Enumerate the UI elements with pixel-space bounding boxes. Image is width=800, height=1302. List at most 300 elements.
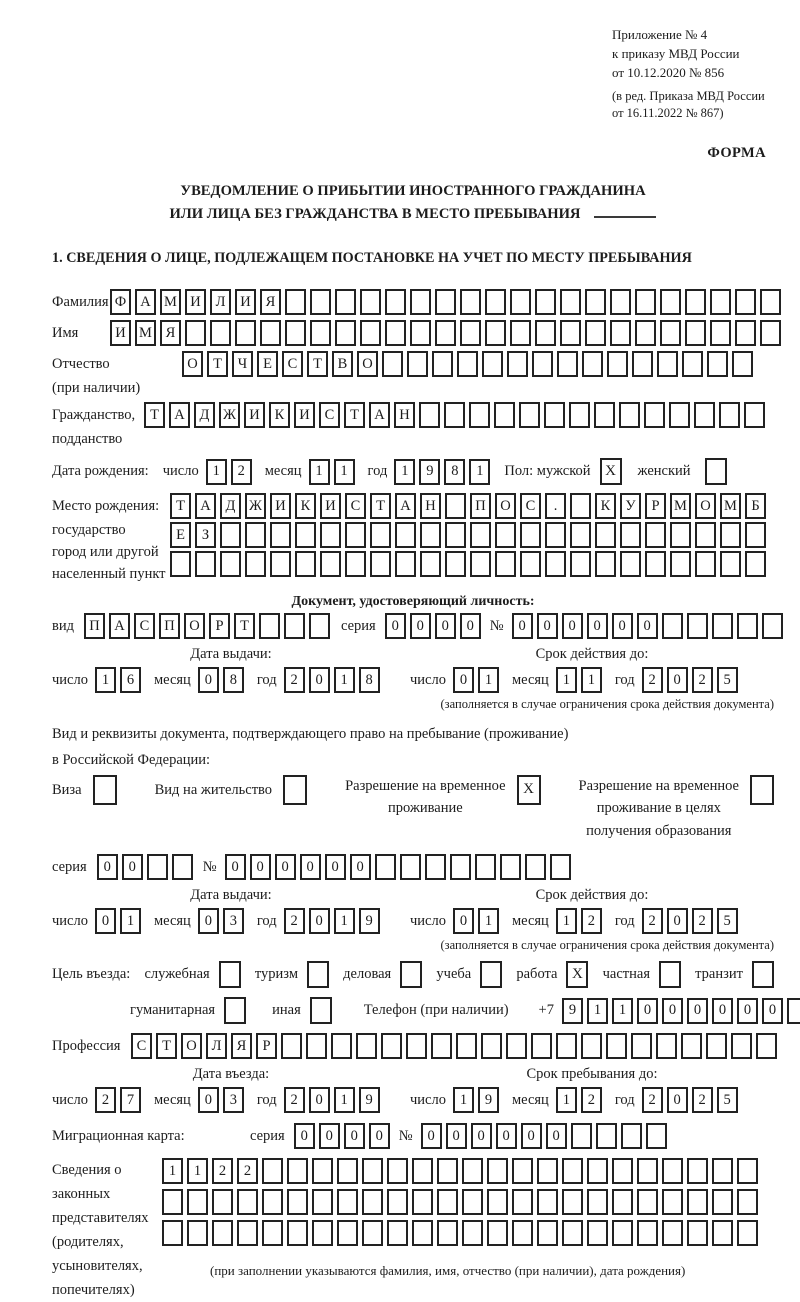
char-cell[interactable]: 0	[300, 854, 321, 880]
char-cell[interactable]: У	[620, 493, 641, 519]
char-cell[interactable]: 0	[294, 1123, 315, 1149]
char-cell[interactable]	[670, 551, 691, 577]
char-cell[interactable]: Т	[370, 493, 391, 519]
char-cell[interactable]	[557, 351, 578, 377]
char-cell[interactable]	[662, 613, 683, 639]
char-cell[interactable]	[320, 522, 341, 548]
char-cell[interactable]	[312, 1220, 333, 1246]
char-cell[interactable]	[596, 1123, 617, 1149]
char-cell[interactable]: 1	[95, 667, 116, 693]
char-cell[interactable]: 1	[309, 459, 330, 485]
char-cell[interactable]: 2	[284, 1087, 305, 1113]
char-cell[interactable]: 2	[581, 1087, 602, 1113]
char-cell[interactable]	[550, 854, 571, 880]
char-cell[interactable]	[694, 402, 715, 428]
char-cell[interactable]	[520, 551, 541, 577]
char-cell[interactable]	[720, 522, 741, 548]
char-cell[interactable]	[582, 351, 603, 377]
char-cell[interactable]: 3	[223, 1087, 244, 1113]
char-cell[interactable]: 1	[334, 908, 355, 934]
char-cell[interactable]	[285, 289, 306, 315]
char-cell[interactable]: Н	[394, 402, 415, 428]
char-cell[interactable]	[537, 1189, 558, 1215]
char-cell[interactable]: 0	[325, 854, 346, 880]
char-cell[interactable]	[462, 1189, 483, 1215]
char-cell[interactable]	[756, 1033, 777, 1059]
char-cell[interactable]: Т	[170, 493, 191, 519]
char-cell[interactable]	[695, 551, 716, 577]
char-cell[interactable]	[281, 1033, 302, 1059]
temp-residence-edu-checkbox[interactable]	[750, 775, 774, 805]
char-cell[interactable]	[482, 351, 503, 377]
char-cell[interactable]: 0	[612, 613, 633, 639]
char-cell[interactable]	[407, 351, 428, 377]
char-cell[interactable]: Т	[234, 613, 255, 639]
char-cell[interactable]	[485, 289, 506, 315]
purpose-work-checkbox[interactable]: X	[566, 961, 588, 988]
char-cell[interactable]	[760, 320, 781, 346]
char-cell[interactable]	[545, 551, 566, 577]
char-cell[interactable]	[560, 320, 581, 346]
char-cell[interactable]: 0	[662, 998, 683, 1024]
char-cell[interactable]	[687, 1220, 708, 1246]
char-cell[interactable]	[512, 1220, 533, 1246]
char-cell[interactable]: 0	[319, 1123, 340, 1149]
char-cell[interactable]: 1	[556, 908, 577, 934]
char-cell[interactable]: 0	[546, 1123, 567, 1149]
char-cell[interactable]	[470, 551, 491, 577]
char-cell[interactable]: Ж	[219, 402, 240, 428]
char-cell[interactable]	[644, 402, 665, 428]
char-cell[interactable]	[735, 320, 756, 346]
char-cell[interactable]	[731, 1033, 752, 1059]
char-cell[interactable]: 2	[581, 908, 602, 934]
char-cell[interactable]	[162, 1220, 183, 1246]
char-cell[interactable]	[312, 1158, 333, 1184]
char-cell[interactable]	[487, 1158, 508, 1184]
char-cell[interactable]	[220, 522, 241, 548]
char-cell[interactable]	[619, 402, 640, 428]
temp-residence-checkbox[interactable]: X	[517, 775, 541, 805]
char-cell[interactable]	[500, 854, 521, 880]
char-cell[interactable]: 6	[120, 667, 141, 693]
char-cell[interactable]: 7	[120, 1087, 141, 1113]
char-cell[interactable]	[270, 551, 291, 577]
char-cell[interactable]: Р	[256, 1033, 277, 1059]
char-cell[interactable]	[657, 351, 678, 377]
char-cell[interactable]: 5	[717, 908, 738, 934]
char-cell[interactable]: 2	[231, 459, 252, 485]
char-cell[interactable]: 2	[212, 1158, 233, 1184]
char-cell[interactable]: И	[244, 402, 265, 428]
char-cell[interactable]	[260, 320, 281, 346]
char-cell[interactable]	[632, 351, 653, 377]
char-cell[interactable]	[560, 289, 581, 315]
char-cell[interactable]: И	[320, 493, 341, 519]
char-cell[interactable]	[635, 289, 656, 315]
char-cell[interactable]: В	[332, 351, 353, 377]
char-cell[interactable]	[607, 351, 628, 377]
char-cell[interactable]	[210, 320, 231, 346]
char-cell[interactable]	[656, 1033, 677, 1059]
char-cell[interactable]	[431, 1033, 452, 1059]
char-cell[interactable]	[669, 402, 690, 428]
char-cell[interactable]: Ч	[232, 351, 253, 377]
char-cell[interactable]: О	[182, 351, 203, 377]
char-cell[interactable]: С	[520, 493, 541, 519]
char-cell[interactable]	[235, 320, 256, 346]
visa-checkbox[interactable]	[93, 775, 117, 805]
char-cell[interactable]	[612, 1189, 633, 1215]
char-cell[interactable]	[646, 1123, 667, 1149]
char-cell[interactable]: 0	[537, 613, 558, 639]
char-cell[interactable]: 0	[521, 1123, 542, 1149]
char-cell[interactable]: Р	[209, 613, 230, 639]
char-cell[interactable]	[435, 289, 456, 315]
char-cell[interactable]: 0	[198, 908, 219, 934]
char-cell[interactable]	[195, 551, 216, 577]
char-cell[interactable]: И	[235, 289, 256, 315]
char-cell[interactable]	[437, 1158, 458, 1184]
char-cell[interactable]	[635, 320, 656, 346]
char-cell[interactable]: 0	[637, 998, 658, 1024]
char-cell[interactable]	[381, 1033, 402, 1059]
char-cell[interactable]: 0	[667, 1087, 688, 1113]
char-cell[interactable]	[595, 522, 616, 548]
char-cell[interactable]: А	[109, 613, 130, 639]
char-cell[interactable]: 0	[562, 613, 583, 639]
char-cell[interactable]	[362, 1158, 383, 1184]
char-cell[interactable]: М	[135, 320, 156, 346]
char-cell[interactable]: Т	[144, 402, 165, 428]
char-cell[interactable]	[662, 1220, 683, 1246]
char-cell[interactable]	[606, 1033, 627, 1059]
char-cell[interactable]	[531, 1033, 552, 1059]
char-cell[interactable]	[172, 854, 193, 880]
char-cell[interactable]: К	[295, 493, 316, 519]
char-cell[interactable]: 1	[453, 1087, 474, 1113]
char-cell[interactable]	[420, 522, 441, 548]
char-cell[interactable]: 0	[309, 908, 330, 934]
char-cell[interactable]	[395, 522, 416, 548]
char-cell[interactable]	[287, 1189, 308, 1215]
char-cell[interactable]	[745, 522, 766, 548]
char-cell[interactable]	[712, 613, 733, 639]
char-cell[interactable]: 0	[350, 854, 371, 880]
char-cell[interactable]	[569, 402, 590, 428]
char-cell[interactable]: О	[357, 351, 378, 377]
char-cell[interactable]	[570, 522, 591, 548]
char-cell[interactable]: 0	[122, 854, 143, 880]
char-cell[interactable]	[737, 613, 758, 639]
char-cell[interactable]: 1	[334, 1087, 355, 1113]
char-cell[interactable]	[710, 320, 731, 346]
char-cell[interactable]	[385, 289, 406, 315]
char-cell[interactable]: 0	[587, 613, 608, 639]
char-cell[interactable]: 0	[435, 613, 456, 639]
char-cell[interactable]: Е	[257, 351, 278, 377]
char-cell[interactable]: 9	[419, 459, 440, 485]
char-cell[interactable]	[245, 522, 266, 548]
char-cell[interactable]: О	[495, 493, 516, 519]
char-cell[interactable]: 0	[421, 1123, 442, 1149]
char-cell[interactable]	[595, 551, 616, 577]
char-cell[interactable]: К	[595, 493, 616, 519]
char-cell[interactable]	[535, 289, 556, 315]
char-cell[interactable]: 1	[120, 908, 141, 934]
char-cell[interactable]: И	[294, 402, 315, 428]
char-cell[interactable]: 2	[642, 1087, 663, 1113]
gender-female-checkbox[interactable]	[705, 458, 727, 485]
char-cell[interactable]	[585, 320, 606, 346]
char-cell[interactable]	[706, 1033, 727, 1059]
char-cell[interactable]	[485, 320, 506, 346]
char-cell[interactable]	[370, 551, 391, 577]
char-cell[interactable]	[262, 1189, 283, 1215]
char-cell[interactable]: С	[134, 613, 155, 639]
char-cell[interactable]	[585, 289, 606, 315]
char-cell[interactable]: 1	[187, 1158, 208, 1184]
char-cell[interactable]	[645, 551, 666, 577]
char-cell[interactable]	[545, 522, 566, 548]
char-cell[interactable]	[535, 320, 556, 346]
char-cell[interactable]: Т	[207, 351, 228, 377]
char-cell[interactable]: 5	[717, 1087, 738, 1113]
char-cell[interactable]	[581, 1033, 602, 1059]
char-cell[interactable]	[337, 1158, 358, 1184]
char-cell[interactable]	[487, 1189, 508, 1215]
purpose-official-checkbox[interactable]	[219, 961, 241, 988]
purpose-study-checkbox[interactable]	[480, 961, 502, 988]
char-cell[interactable]	[685, 320, 706, 346]
char-cell[interactable]	[445, 551, 466, 577]
char-cell[interactable]	[787, 998, 800, 1024]
char-cell[interactable]: А	[195, 493, 216, 519]
char-cell[interactable]: 5	[717, 667, 738, 693]
char-cell[interactable]: 1	[478, 667, 499, 693]
char-cell[interactable]	[362, 1220, 383, 1246]
char-cell[interactable]	[309, 613, 330, 639]
char-cell[interactable]	[510, 320, 531, 346]
char-cell[interactable]	[735, 289, 756, 315]
char-cell[interactable]: 1	[478, 908, 499, 934]
char-cell[interactable]: 0	[737, 998, 758, 1024]
char-cell[interactable]: 0	[198, 1087, 219, 1113]
char-cell[interactable]	[760, 289, 781, 315]
char-cell[interactable]	[387, 1189, 408, 1215]
char-cell[interactable]	[331, 1033, 352, 1059]
char-cell[interactable]	[185, 320, 206, 346]
char-cell[interactable]	[570, 493, 591, 519]
char-cell[interactable]	[510, 289, 531, 315]
char-cell[interactable]	[337, 1189, 358, 1215]
char-cell[interactable]	[570, 551, 591, 577]
char-cell[interactable]: З	[195, 522, 216, 548]
char-cell[interactable]	[732, 351, 753, 377]
char-cell[interactable]: 0	[496, 1123, 517, 1149]
char-cell[interactable]	[212, 1220, 233, 1246]
char-cell[interactable]	[519, 402, 540, 428]
char-cell[interactable]	[475, 854, 496, 880]
char-cell[interactable]	[445, 493, 466, 519]
char-cell[interactable]	[412, 1220, 433, 1246]
char-cell[interactable]	[631, 1033, 652, 1059]
char-cell[interactable]: Я	[231, 1033, 252, 1059]
char-cell[interactable]	[462, 1158, 483, 1184]
char-cell[interactable]	[720, 551, 741, 577]
char-cell[interactable]	[387, 1158, 408, 1184]
char-cell[interactable]	[187, 1189, 208, 1215]
char-cell[interactable]: 0	[97, 854, 118, 880]
char-cell[interactable]: 9	[359, 908, 380, 934]
char-cell[interactable]	[412, 1189, 433, 1215]
char-cell[interactable]: Я	[160, 320, 181, 346]
char-cell[interactable]	[695, 522, 716, 548]
char-cell[interactable]	[537, 1158, 558, 1184]
char-cell[interactable]	[295, 551, 316, 577]
char-cell[interactable]: 8	[223, 667, 244, 693]
char-cell[interactable]	[507, 351, 528, 377]
char-cell[interactable]: С	[282, 351, 303, 377]
char-cell[interactable]	[495, 522, 516, 548]
char-cell[interactable]	[385, 320, 406, 346]
char-cell[interactable]: 0	[667, 667, 688, 693]
char-cell[interactable]	[620, 551, 641, 577]
char-cell[interactable]	[419, 402, 440, 428]
char-cell[interactable]	[320, 551, 341, 577]
char-cell[interactable]	[470, 522, 491, 548]
char-cell[interactable]	[612, 1220, 633, 1246]
char-cell[interactable]: Д	[220, 493, 241, 519]
char-cell[interactable]: 1	[334, 459, 355, 485]
char-cell[interactable]	[370, 522, 391, 548]
char-cell[interactable]	[556, 1033, 577, 1059]
char-cell[interactable]: П	[159, 613, 180, 639]
char-cell[interactable]: С	[319, 402, 340, 428]
char-cell[interactable]: О	[184, 613, 205, 639]
char-cell[interactable]	[712, 1158, 733, 1184]
char-cell[interactable]	[287, 1158, 308, 1184]
char-cell[interactable]: 8	[444, 459, 465, 485]
char-cell[interactable]	[587, 1158, 608, 1184]
char-cell[interactable]: 2	[642, 908, 663, 934]
char-cell[interactable]	[170, 551, 191, 577]
char-cell[interactable]	[745, 551, 766, 577]
char-cell[interactable]	[457, 351, 478, 377]
char-cell[interactable]: 0	[460, 613, 481, 639]
char-cell[interactable]	[295, 522, 316, 548]
char-cell[interactable]	[544, 402, 565, 428]
char-cell[interactable]: Д	[194, 402, 215, 428]
char-cell[interactable]: А	[395, 493, 416, 519]
char-cell[interactable]	[437, 1220, 458, 1246]
char-cell[interactable]	[362, 1189, 383, 1215]
char-cell[interactable]: 0	[512, 613, 533, 639]
char-cell[interactable]	[660, 320, 681, 346]
char-cell[interactable]: Б	[745, 493, 766, 519]
char-cell[interactable]	[562, 1158, 583, 1184]
char-cell[interactable]: 2	[642, 667, 663, 693]
char-cell[interactable]: 1	[612, 998, 633, 1024]
char-cell[interactable]: М	[720, 493, 741, 519]
char-cell[interactable]: .	[545, 493, 566, 519]
char-cell[interactable]: 9	[478, 1087, 499, 1113]
char-cell[interactable]	[637, 1158, 658, 1184]
char-cell[interactable]	[356, 1033, 377, 1059]
char-cell[interactable]: 0	[453, 667, 474, 693]
char-cell[interactable]	[537, 1220, 558, 1246]
char-cell[interactable]	[532, 351, 553, 377]
char-cell[interactable]	[571, 1123, 592, 1149]
char-cell[interactable]: 0	[198, 667, 219, 693]
char-cell[interactable]: 2	[692, 908, 713, 934]
char-cell[interactable]	[406, 1033, 427, 1059]
char-cell[interactable]	[425, 854, 446, 880]
char-cell[interactable]: К	[269, 402, 290, 428]
char-cell[interactable]	[495, 551, 516, 577]
char-cell[interactable]	[360, 320, 381, 346]
char-cell[interactable]	[719, 402, 740, 428]
char-cell[interactable]	[687, 613, 708, 639]
char-cell[interactable]: 0	[637, 613, 658, 639]
char-cell[interactable]	[382, 351, 403, 377]
char-cell[interactable]	[335, 320, 356, 346]
char-cell[interactable]	[262, 1158, 283, 1184]
char-cell[interactable]	[506, 1033, 527, 1059]
char-cell[interactable]: И	[110, 320, 131, 346]
char-cell[interactable]	[456, 1033, 477, 1059]
char-cell[interactable]	[594, 402, 615, 428]
char-cell[interactable]: 2	[692, 667, 713, 693]
char-cell[interactable]: Е	[170, 522, 191, 548]
char-cell[interactable]	[621, 1123, 642, 1149]
char-cell[interactable]: 9	[359, 1087, 380, 1113]
char-cell[interactable]	[237, 1189, 258, 1215]
char-cell[interactable]	[435, 320, 456, 346]
char-cell[interactable]: 0	[471, 1123, 492, 1149]
char-cell[interactable]	[762, 613, 783, 639]
char-cell[interactable]: Р	[645, 493, 666, 519]
char-cell[interactable]: Л	[210, 289, 231, 315]
char-cell[interactable]	[410, 320, 431, 346]
char-cell[interactable]: Н	[420, 493, 441, 519]
char-cell[interactable]: Т	[307, 351, 328, 377]
char-cell[interactable]: 2	[692, 1087, 713, 1113]
char-cell[interactable]: Ж	[245, 493, 266, 519]
char-cell[interactable]: 0	[712, 998, 733, 1024]
char-cell[interactable]	[737, 1158, 758, 1184]
char-cell[interactable]: Т	[156, 1033, 177, 1059]
char-cell[interactable]	[460, 320, 481, 346]
char-cell[interactable]: С	[345, 493, 366, 519]
char-cell[interactable]: 1	[206, 459, 227, 485]
char-cell[interactable]	[645, 522, 666, 548]
char-cell[interactable]	[712, 1189, 733, 1215]
char-cell[interactable]: 0	[410, 613, 431, 639]
char-cell[interactable]	[737, 1189, 758, 1215]
char-cell[interactable]: А	[135, 289, 156, 315]
char-cell[interactable]: 0	[667, 908, 688, 934]
purpose-transit-checkbox[interactable]	[752, 961, 774, 988]
char-cell[interactable]	[450, 854, 471, 880]
char-cell[interactable]	[262, 1220, 283, 1246]
char-cell[interactable]: О	[695, 493, 716, 519]
char-cell[interactable]	[270, 522, 291, 548]
purpose-business-checkbox[interactable]	[400, 961, 422, 988]
char-cell[interactable]: 0	[225, 854, 246, 880]
char-cell[interactable]: И	[185, 289, 206, 315]
char-cell[interactable]: 0	[309, 667, 330, 693]
